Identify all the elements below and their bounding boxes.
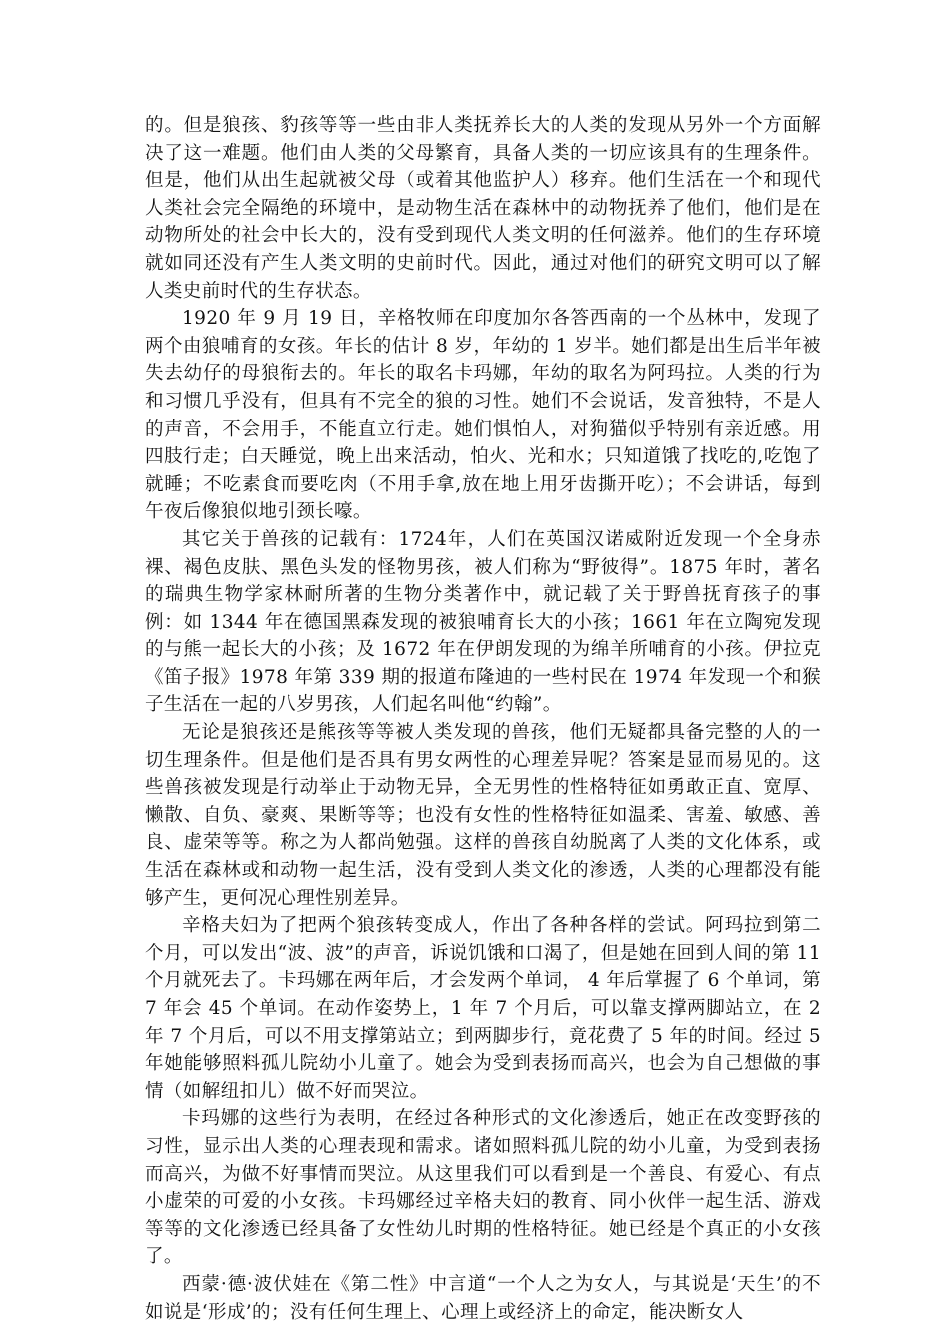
paragraph: 辛格夫妇为了把两个狼孩转变成人，作出了各种各样的尝试。阿玛拉到第二个月，可以发出“波、波”的声音，诉说饥饿和口渴了，但是她在回到人间的第 11 个月就死去了。卡玛娜在两年后，才会发两个单词， 4 年后掌握了 6 个单词，第 7 年会 45 个单词。在动作姿势上，1 年 7 个月后，可以靠支撑两脚站立，在 2 年 7 个月后，可以不用支撑第站立；到两脚步行，竟花费了 5 年的时间。经过 5 年她能够照料孤儿院幼小儿童了。她会为受到表扬而高兴，也会为自己想做的事情（如解纽扣儿）做不好而哭泣。 (145, 915, 821, 1102)
paragraph: 无论是狼孩还是熊孩等等被人类发现的兽孩，他们无疑都具备完整的人的一切生理条件。但是他们是否具有男女两性的心理差异呢？答案是显而易见的。这些兽孩被发现是行动举止于动物无异，全无男性的性格特征如勇敢正直、宽厚、懒散、自负、豪爽、果断等等；也没有女性的性格特征如温柔、害羞、敏感、善良、虚荣等等。称之为人都尚勉强。这样的兽孩自幼脱离了人类的文化体系，或生活在森林或和动物一起生活，没有受到人类文化的渗透，人类的心理都没有能够产生，更何况心理性别差异。 (145, 722, 821, 909)
paragraph: 卡玛娜的这些行为表明，在经过各种形式的文化渗透后，她正在改变野孩的习性，显示出人类的心理表现和需求。诸如照料孤儿院的幼小儿童，为受到表扬而高兴，为做不好事情而哭泣。从这里我们可以看到是一个善良、有爱心、有点小虚荣的可爱的小女孩。卡玛娜经过辛格夫妇的教育、同小伙伴一起生活、游戏等等的文化渗透已经具备了女性幼儿时期的性格特征。她已经是个真正的小女孩了。 (145, 1108, 821, 1268)
paragraph: 西蒙·德·波伏娃在《第二性》中言道“一个人之为女人，与其说是‘天生’的不如说是‘形成’的；没有任何生理上、心理上或经济上的命定，能决断女人 (145, 1273, 821, 1323)
paragraph: 1920 年 9 月 19 日，辛格牧师在印度加尔各答西南的一个丛林中，发现了两个由狼哺育的女孩。年长的估计 8 岁，年幼的 1 岁半。她们都是出生后半年被失去幼仔的母狼衔去的。年长的取名卡玛娜，年幼的取名为阿玛拉。人类的行为和习惯几乎没有，但具有不完全的狼的习性。她们不会说话，发音独特，不是人的声音，不会用手，不能直立行走。她们惧怕人，对狗猫似乎特别有亲近感。用四肢行走；白天睡觉，晚上出来活动，怕火、光和水；只知道饿了找吃的,吃饱了就睡；不吃素食而要吃肉（不用手拿,放在地上用牙齿撕开吃）；不会讲话，每到午夜后像狼似地引颈长嚎。 (145, 308, 821, 523)
paragraph: 的。但是狼孩、豹孩等等一些由非人类抚养长大的人类的发现从另外一个方面解决了这一难题。他们由人类的父母繁育，具备人类的一切应该具有的生理条件。但是，他们从出生起就被父母（或着其他监护人）移弃。他们生活在一个和现代人类社会完全隔绝的环境中，是动物生活在森林中的动物抚养了他们，他们是在动物所处的社会中长大的，没有受到现代人类文明的任何滋养。他们的生存环境就如同还没有产生人类文明的史前时代。因此，通过对他们的研究文明可以了解人类史前时代的生存状态。 (145, 115, 821, 302)
document-page (145, 112, 821, 1326)
paragraph: 其它关于兽孩的记载有：1724年，人们在英国汉诺威附近发现一个全身赤裸、褐色皮肤、黑色头发的怪物男孩，被人们称为“野彼得”。1875 年时，著名的瑞典生物学家林耐所著的生物分类著作中，就记载了关于野兽抚育孩子的事例：如 1344 年在德国黑森发现的被狼哺育长大的小孩；1661 年在立陶宛发现的与熊一起长大的小孩；及 1672 年在伊朗发现的为绵羊所哺育的小孩。伊拉克《笛子报》1978 年第 339 期的报道布隆迪的一些村民在 1974 年发现一个和猴子生活在一起的八岁男孩，人们起名叫他“约翰”。 (145, 528, 821, 716)
